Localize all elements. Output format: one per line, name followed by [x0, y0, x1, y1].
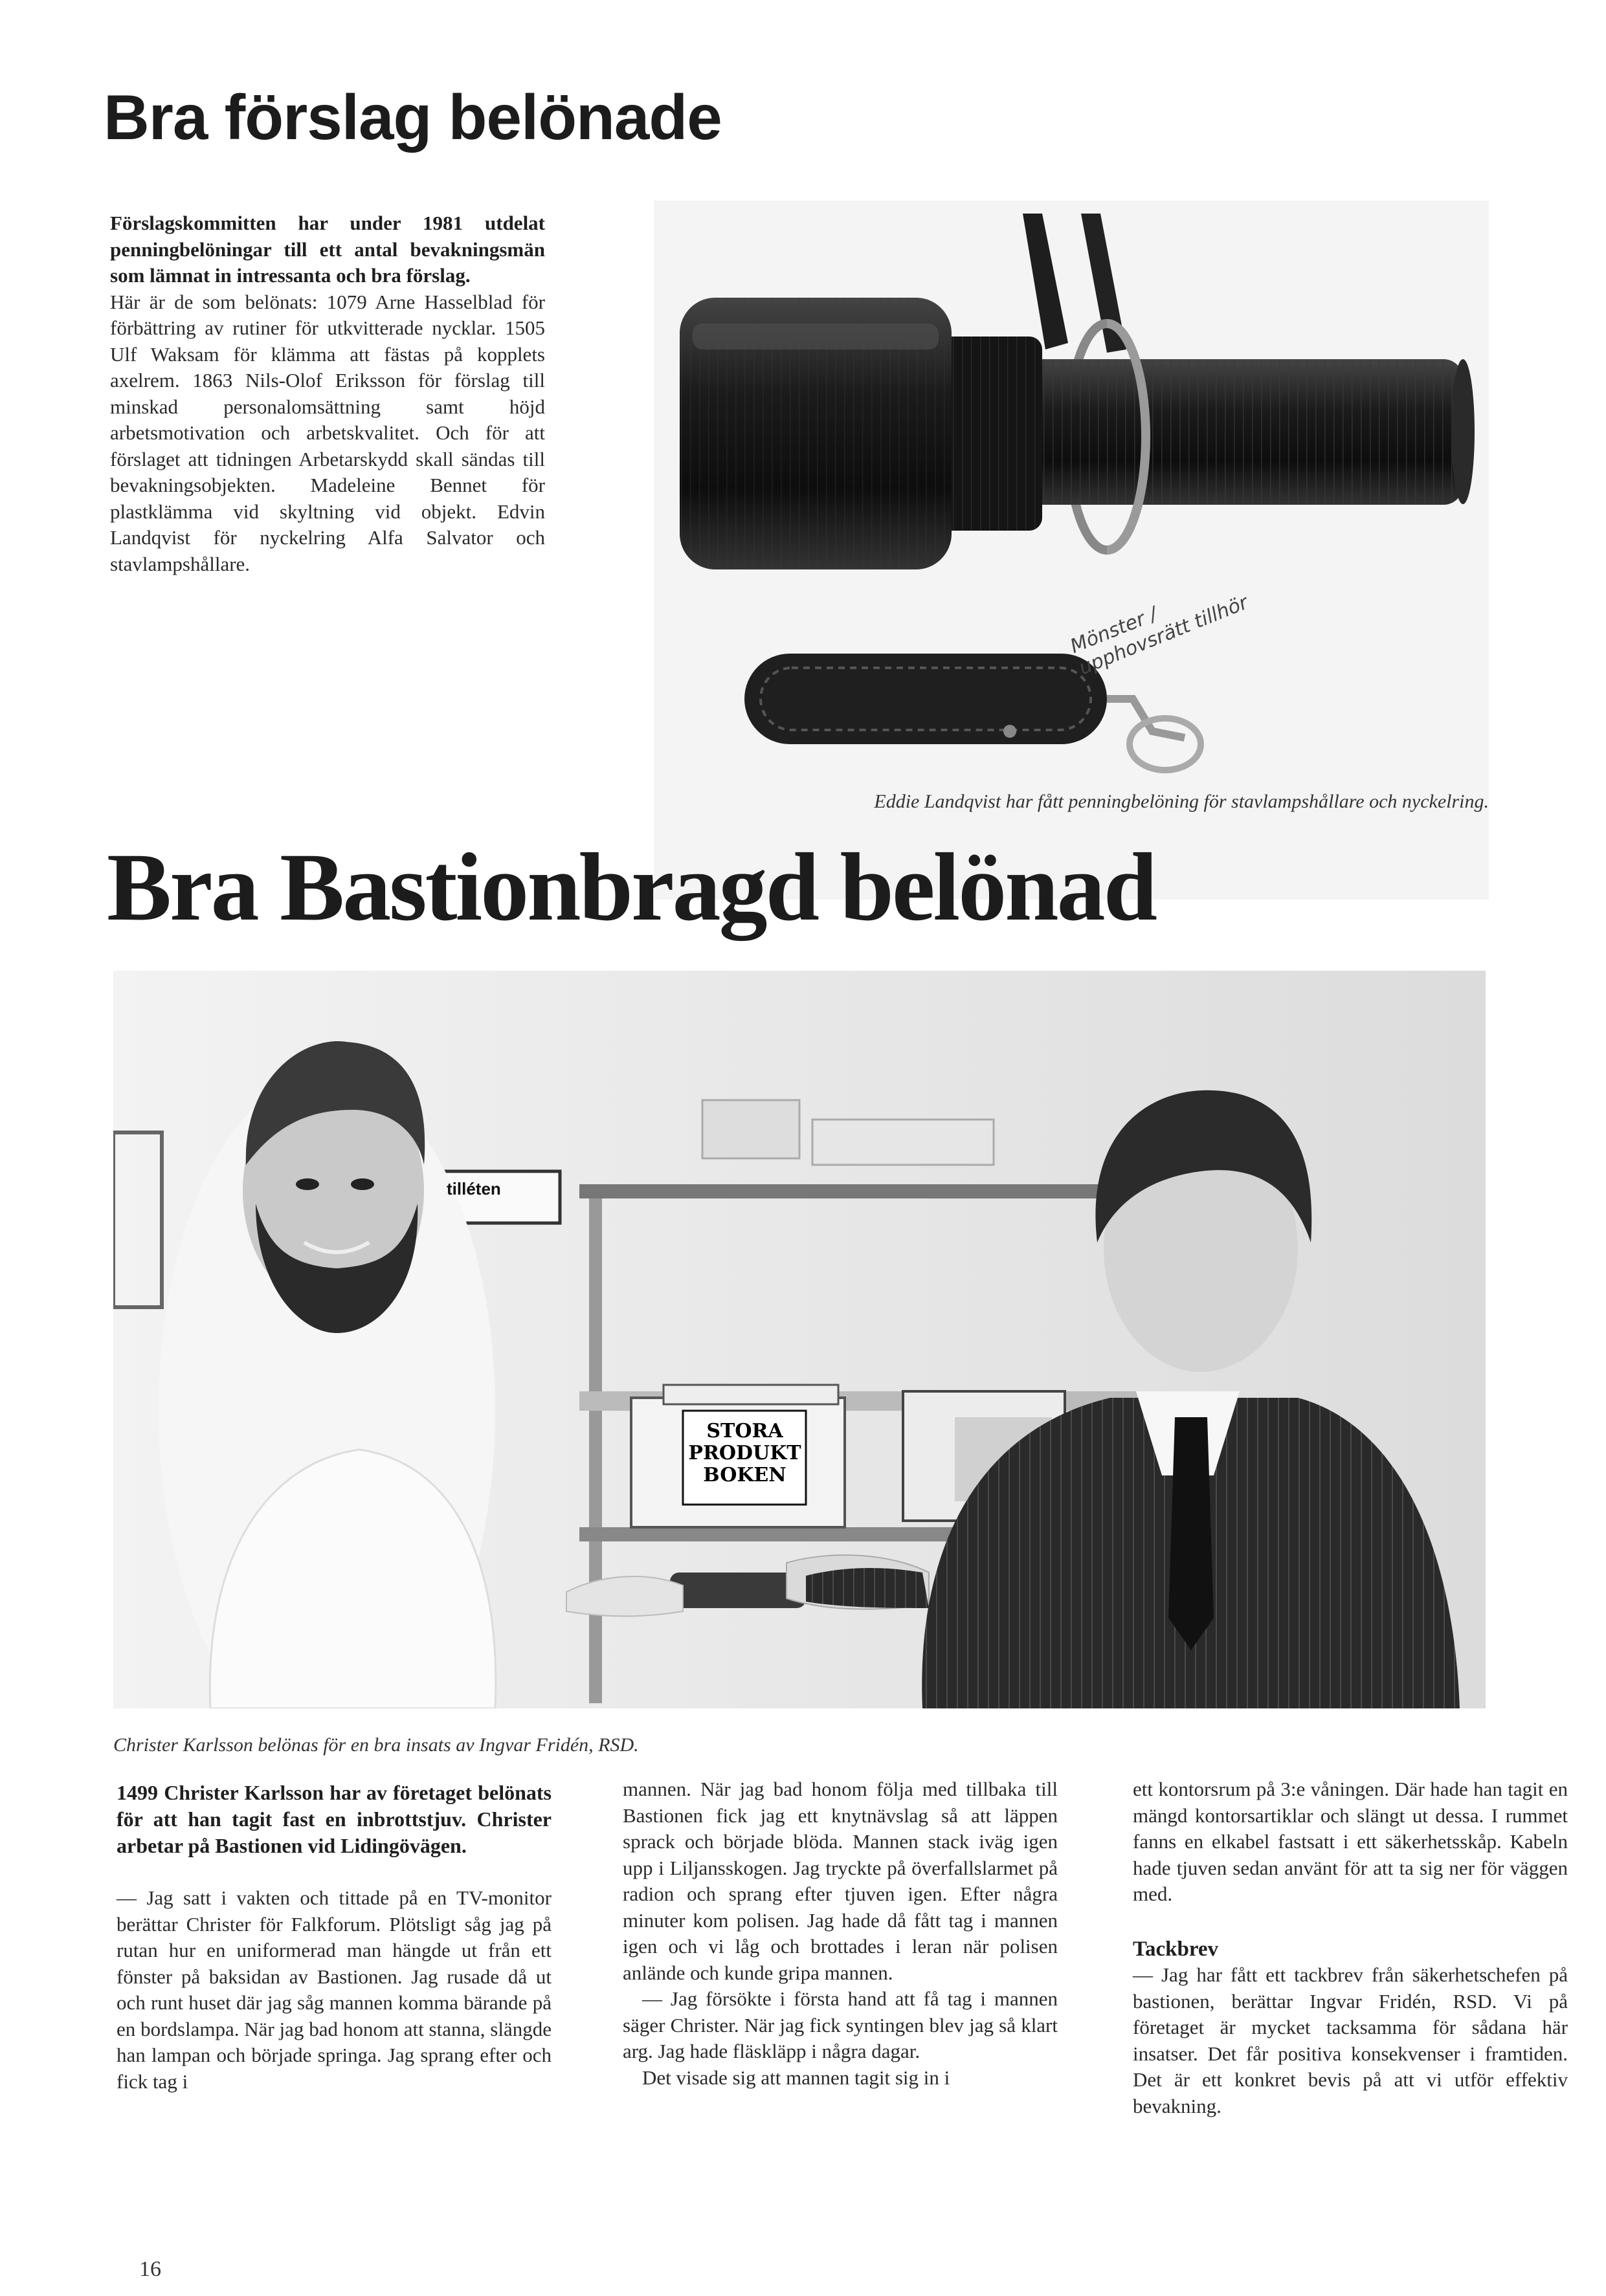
article2-col3-paragraph-1: ett kontorsrum på 3:e våningen. Där hade han tagit en mängd kontorsartiklar och slängt ut dessa. I rummet fanns en elkabel fastsatt i ett säkerhetsskåp. Kabeln hade tjuven sedan använt för att ta sig ner för väggen med.: [1133, 1778, 1568, 1905]
article1-text: [110, 210, 545, 577]
article1-caption: Eddie Landqvist har fått penningbelöning för stavlampshållare och nyckelring.: [874, 791, 1489, 812]
article2-col2-paragraph-2: — Jag försökte i första hand att få tag i mannen säger Christer. När jag fick syntingen blev jag så klart arg. Jag hade fläskläpp i några dagar.: [623, 1987, 1058, 2062]
article2-subhead: Tackbrev: [1133, 1937, 1219, 1961]
article2-col2-paragraph-1: mannen. När jag bad honom följa med tillbaka till Bastionen fick jag ett knytnävslag så att läppen sprack och började blöda. Mannen stack iväg igen upp i Liljansskogen. Jag tryckte på överfallslarmet på radion och sprang efter tjuven igen. Efter några minuter kom polisen. Jag hade då fått tag i mannen igen och vi låg och brottades i leran när polisen anlände och kunde gripa mannen.: [623, 1778, 1058, 1984]
article2-caption: Christer Karlsson belönas för en bra insats av Ingvar Fridén, RSD.: [113, 1734, 639, 1756]
award-photo-illustration: [113, 971, 1486, 1708]
award-photo: [113, 971, 1486, 1708]
article2-column-2: [623, 1776, 1058, 2091]
article2-col2-paragraph-3: Det visade sig att mannen tagit sig in i: [642, 2066, 950, 2089]
photo-sign: tilléten: [447, 1179, 501, 1198]
article1-lead: Förslagskommitten har under 1981 utdelat penningbelöningar till ett antal bevakningsmän som lämnat in intressanta och bra förslag.: [110, 212, 545, 287]
article2-col3-paragraph-2: — Jag har fått ett tackbrev från säkerhetschefen på bastionen, berättar Ingvar Fridén, RSD. Vi på företaget är mycket tacksamma för sådana här insatser. Det får positiva konsekvenser i framtiden. Det är ett konkret bevis på att vi utför effektiv bevakning.: [1133, 1963, 1568, 2117]
article2-title: Bra Bastionbragd belönad: [107, 833, 1156, 941]
handwritten-note: Mönster / upphovsrätt tillhör: [1067, 591, 1251, 680]
page-number: 16: [139, 2257, 161, 2281]
article1-title: Bra förslag belönade: [104, 82, 722, 153]
article2-column-1: [117, 1780, 552, 2095]
photo-book-title: STORA PRODUKT BOKEN: [688, 1420, 801, 1486]
article2-col1-paragraph: — Jag satt i vakten och tittade på en TV-monitor berättar Christer för Falkforum. Plötsligt såg jag på rutan hur en uniformerad man hängde ut från ett fönster på baksidan av Bastionen. Jag rusade då ut och runt huset där jag såg mannen komma bärande på en bordslampa. När jag bad honom att stanna, slängde han lampan och började springa. Jag sprang efter och fick tag i: [117, 1886, 552, 2093]
article1-body: Här är de som belönats: 1079 Arne Hasselblad för förbättring av rutiner för utkvitterade nycklar. 1505 Ulf Waksam för klämma att fästas på kopplets axelrem. 1863 Nils-Olof Eriksson för förslag till minskad personalomsättning samt höjd arbetsmotivation och arbetskvalitet. Och för att förslaget att tidningen Arbetarskydd skall sändas till bevakningsobjekten. Madeleine Bennet för plastklämma vid skyltning vid objekt. Edvin Landqvist för nyckelring Alfa Salvator och stavlampshållare.: [110, 290, 545, 575]
article2-lead: 1499 Christer Karlsson har av företaget belönats för att han tagit fast en inbrottstjuv. Christer arbetar på Bastionen vid Lidingövägen.: [117, 1781, 552, 1857]
article2-column-3: [1133, 1776, 1568, 2119]
